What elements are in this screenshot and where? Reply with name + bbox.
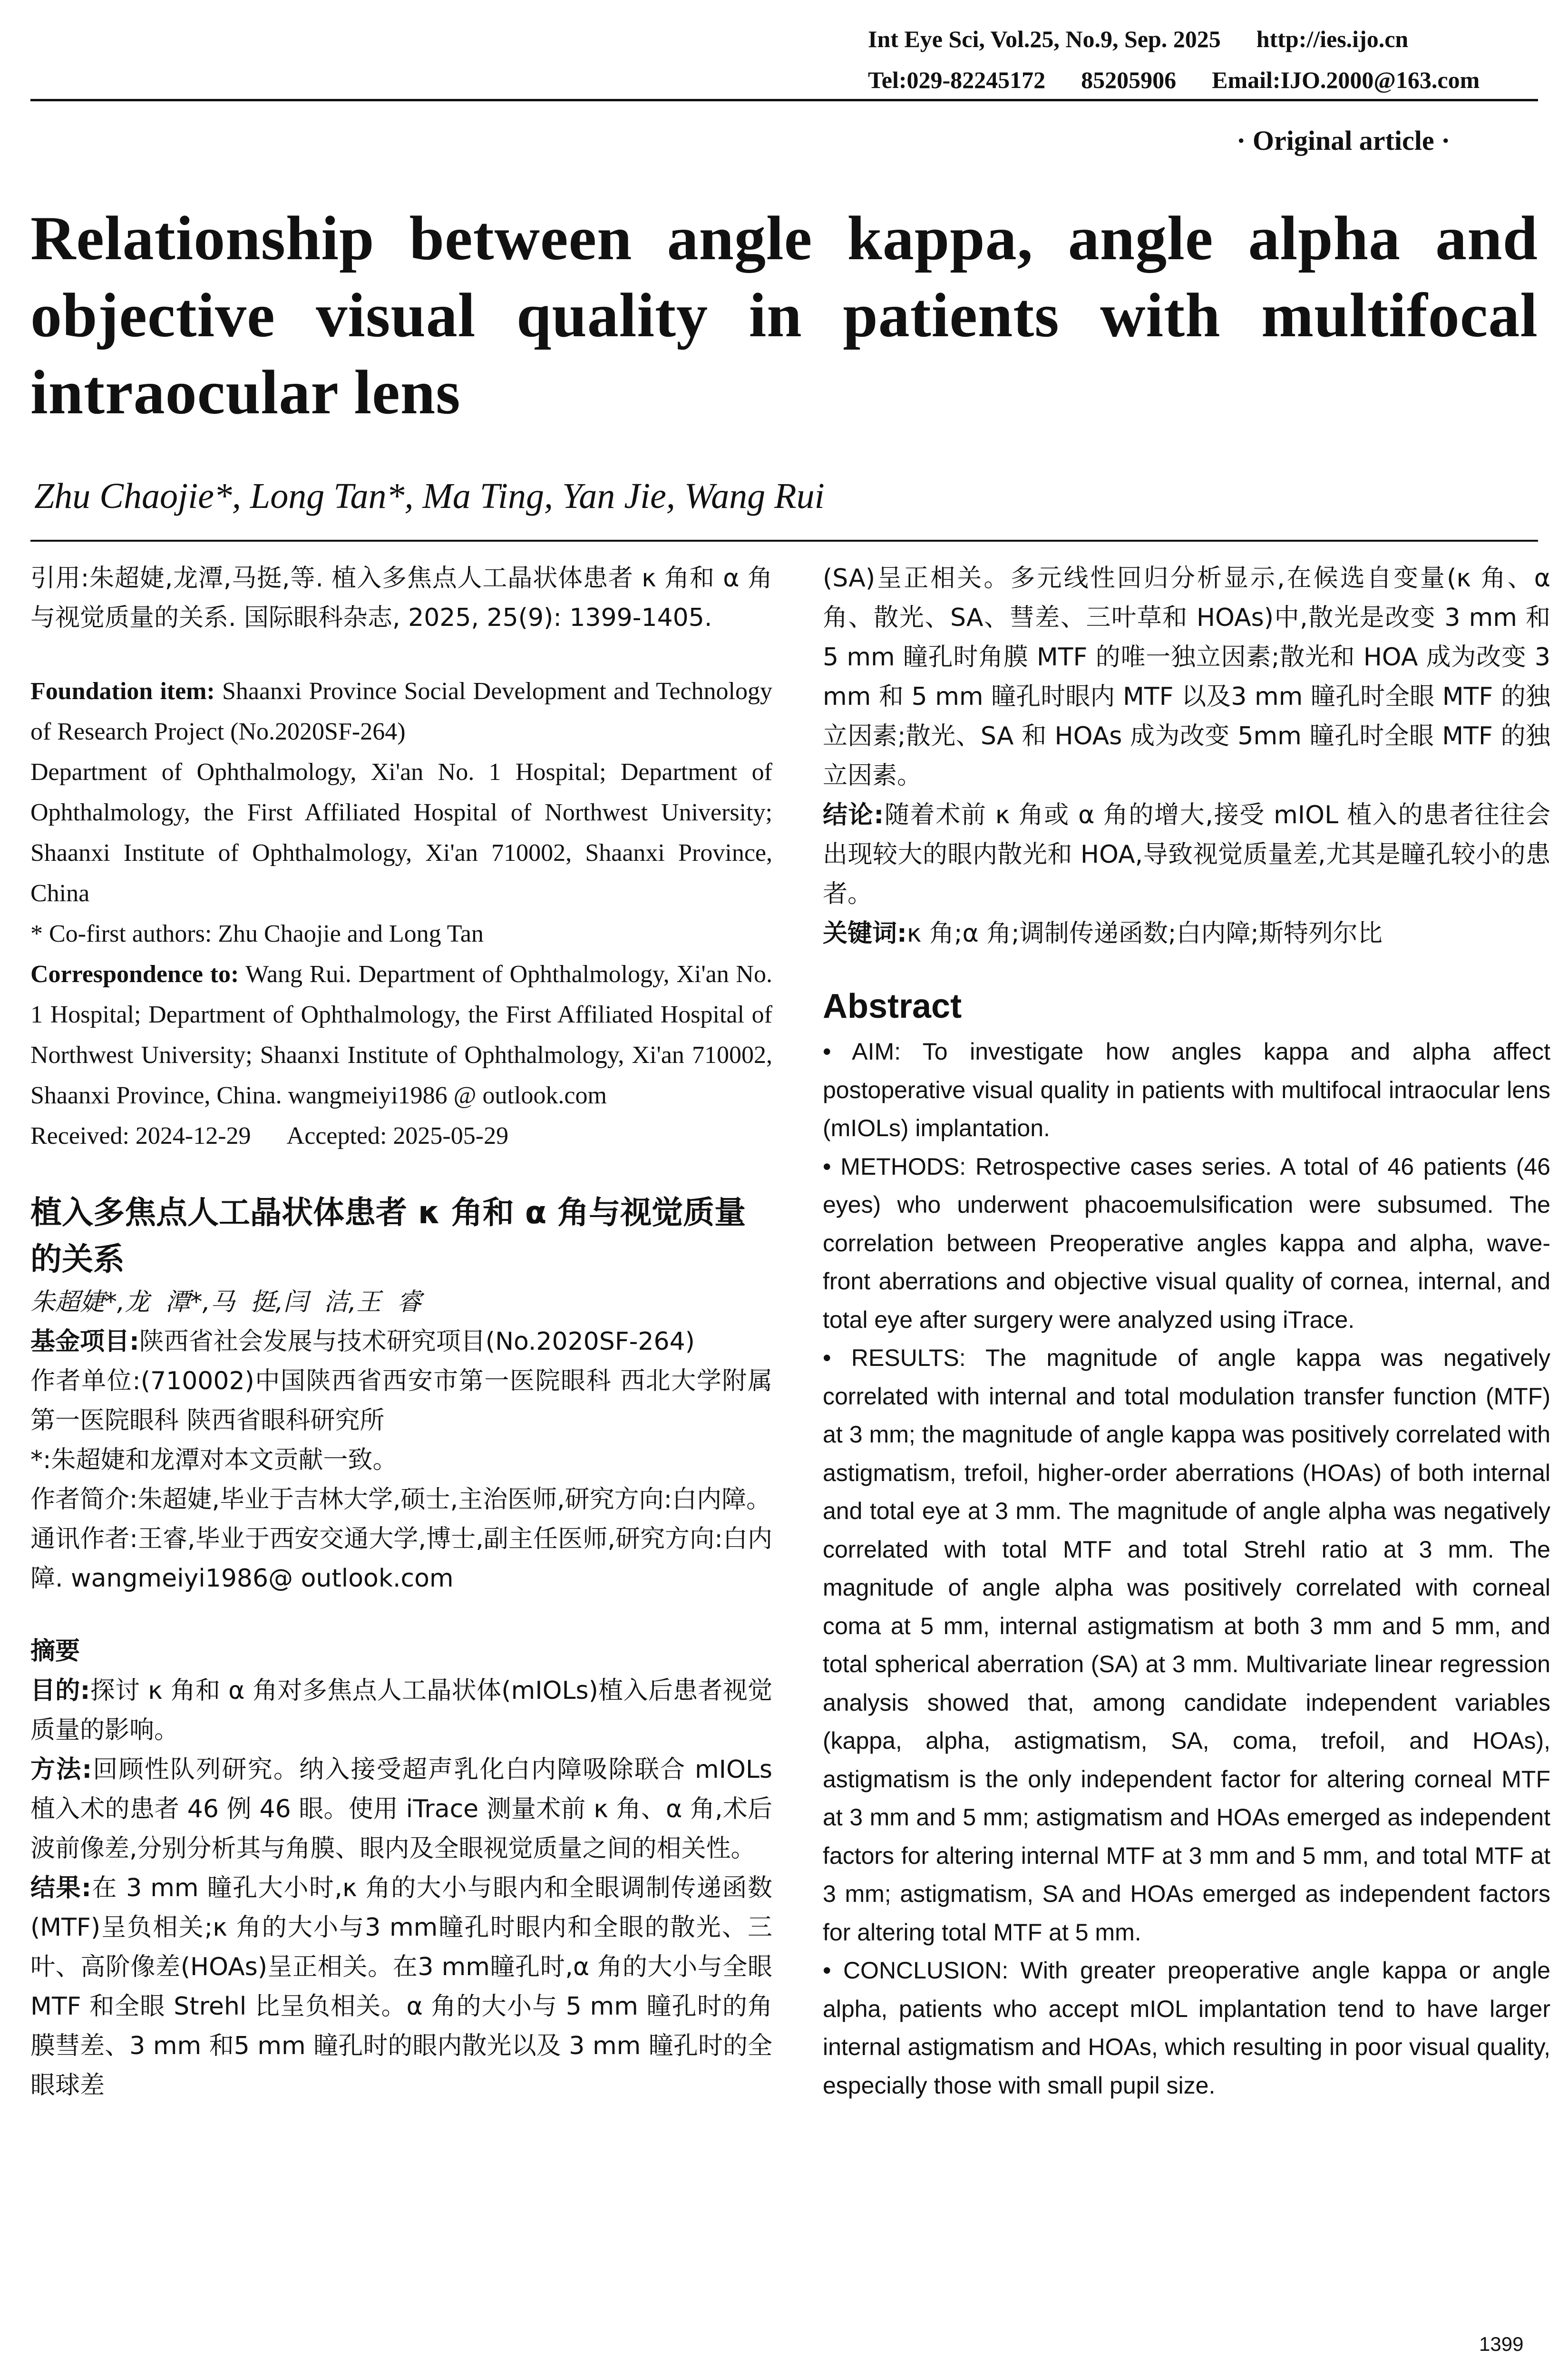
zh-fund-label: 基金项目: xyxy=(30,1327,139,1356)
left-column xyxy=(30,559,772,2105)
foundation-item xyxy=(30,671,772,752)
zh-fund xyxy=(30,1322,772,1362)
zh-results-text: 在 3 mm 瞳孔大小时,κ 角的大小与眼内和全眼调制传递函数(MTF)呈负相关;κ 角的大小与3 mm瞳孔时眼内和全眼的散光、三叶、高阶像差(HOAs)呈正相关。在3 mm瞳孔时,α 角的大小与全眼 MTF 和全眼 Strehl 比呈负相关。α 角的大小与 5 mm 瞳孔时的角膜彗差、3 mm 和5 mm 瞳孔时的眼内散光以及 3 mm 瞳孔时的全眼球差 xyxy=(30,1874,773,2100)
zh-aim xyxy=(30,1671,772,1750)
zh-cofirst: *:朱超婕和龙潭对本文贡献一致。 xyxy=(30,1446,398,1474)
article-type: · Original article · xyxy=(1237,125,1451,156)
abstract-conclusion: • CONCLUSION: With greater preoperative angle kappa or angle alpha, patients who accept mIOL implantation tend to have larger internal astigmatism and HOAs, which resulting in poor visual quality, especially those with small pupil size. xyxy=(823,1957,1550,2099)
correspondence-label: Correspondence to: xyxy=(30,961,239,988)
foundation-text: Shaanxi Province Social Development and Technology of Research Project (No.2020SF-264) xyxy=(30,678,772,745)
abstract-results: • RESULTS: The magnitude of angle kappa was negatively correlated with internal and total modulation transfer function (MTF) at 3 mm; the magnitude of angle kappa was positively correlated with astigmatism, trefoil, higher-order aberrations (HOAs) of both internal and total eye at 3 mm. The magnitude of angle alpha was negatively correlated with total MTF and total Strehl ratio at 3 mm. The magnitude of angle alpha was positively correlated with corneal coma at 5 mm, internal astigmatism at both 3 mm and 5 mm, and total spherical aberration (SA) at 3 mm. Multivariate linear regression analysis showed that, among candidate independent variables (kappa, alpha, astigmatism, SA, coma, trefoil, and HOAs), astigmatism is the only independent factor for altering corneal MTF at 3 mm and 5 mm; astigmatism and HOAs emerged as independent factors for altering internal MTF at 3 mm and 5 mm, and total MTF at 3 mm; astigmatism, SA and HOAs emerged as independent factors for altering total MTF at 5 mm. xyxy=(823,1344,1550,1946)
zh-keywords-text: κ 角;α 角;调制传递函数;白内障;斯特列尔比 xyxy=(906,919,1383,948)
header-rule xyxy=(30,99,1538,101)
zh-methods xyxy=(30,1750,772,1869)
page-number: 1399 xyxy=(1479,2333,1524,2355)
right-column xyxy=(823,559,1550,2104)
zh-title: 植入多焦点人工晶状体患者 κ 角和 α 角与视觉质量的关系 xyxy=(30,1194,746,1277)
zh-conclusion xyxy=(823,796,1550,914)
title-rule xyxy=(30,540,1538,542)
author-list: Zhu Chaojie*, Long Tan*, Ma Ting, Yan Jie, Wang Rui xyxy=(34,476,825,516)
journal-header-line1: Int Eye Sci, Vol.25, No.9, Sep. 2025 http://ies.ijo.cn xyxy=(868,26,1409,52)
affiliation-en: Department of Ophthalmology, Xi'an No. 1 Hospital; Department of Ophthalmology, the First Affiliated Hospital of Northwest University; Shaanxi Institute of Ophthalmology, Xi'an 710002, Shaanxi Province, China xyxy=(30,759,772,907)
dates: Received: 2024-12-29 Accepted: 2025-05-29 xyxy=(30,1122,509,1150)
foundation-label: Foundation item: xyxy=(30,678,215,705)
zh-conclusion-text: 随着术前 κ 角或 α 角的增大,接受 mIOL 植入的患者往往会出现较大的眼内散光和 HOA,导致视觉质量差,尤其是瞳孔较小的患者。 xyxy=(823,801,1550,908)
citation: 引用:朱超婕,龙潭,马挺,等. 植入多焦点人工晶状体患者 κ 角和 α 角与视觉质量的关系. 国际眼科杂志, 2025, 25(9): 1399-1405. xyxy=(30,564,772,632)
zh-keywords xyxy=(823,914,1550,954)
abstract-methods: • METHODS: Retrospective cases series. A total of 46 patients (46 eyes) who underwent phacoemulsification were subsumed. The correlation between Preoperative angles kappa and alpha, wave-front aberrations and objective visual quality of cornea, internal, and total eye after surgery were analyzed using iTrace. xyxy=(823,1153,1550,1333)
correspondence xyxy=(30,954,772,1116)
zh-aim-text: 探讨 κ 角和 α 角对多焦点人工晶状体(mIOLs)植入后患者视觉质量的影响。 xyxy=(30,1676,773,1744)
article-title: Relationship between angle kappa, angle alpha and objective visual quality in patients with multifocal intraocular lens xyxy=(30,203,1538,427)
zh-methods-label: 方法: xyxy=(30,1755,92,1784)
zh-authors: 朱超婕*,龙 潭*,马 挺,闫 洁,王 睿 xyxy=(30,1288,422,1316)
zh-results-label: 结果: xyxy=(30,1874,91,1902)
zh-fund-text: 陕西省社会发展与技术研究项目(No.2020SF-264) xyxy=(139,1327,695,1356)
abstract-aim: • AIM: To investigate how angles kappa and alpha affect postoperative visual quality in patients with multifocal intraocular lens (mIOLs) implantation. xyxy=(823,1038,1550,1141)
abstract-heading: Abstract xyxy=(823,987,962,1025)
zh-results-continued: (SA)呈正相关。多元线性回归分析显示,在候选自变量(κ 角、α 角、散光、SA、彗差、三叶草和 HOAs)中,散光是改变 3 mm 和 5 mm 瞳孔时角膜 MTF 的唯一独立因素;散光和 HOA 成为改变 3 mm 和 5 mm 瞳孔时眼内 MTF 以及3 mm 瞳孔时全眼 MTF 的独立因素;散光、SA 和 HOAs 成为改变 5mm 瞳孔时全眼 MTF 的独立因素。 xyxy=(823,564,1550,790)
zh-methods-text: 回顾性队列研究。纳入接受超声乳化白内障吸除联合 mIOLs 植入术的患者 46 例 46 眼。使用 iTrace 测量术前 κ 角、α 角,术后波前像差,分别分析其与角膜、眼内及全眼视觉质量之间的相关性。 xyxy=(30,1755,772,1863)
co-first-note: * Co-first authors: Zhu Chaojie and Long Tan xyxy=(30,920,484,947)
zh-conclusion-label: 结论: xyxy=(823,801,884,829)
journal-header-line2: Tel:029-82245172 85205906 Email:IJO.2000@163.com xyxy=(868,67,1480,93)
zh-results xyxy=(30,1869,772,2105)
zh-keywords-label: 关键词: xyxy=(823,919,907,948)
zh-bio: 作者简介:朱超婕,毕业于吉林大学,硕士,主治医师,研究方向:白内障。 xyxy=(30,1485,771,1514)
zh-summary-heading: 摘要 xyxy=(30,1637,80,1666)
correspondence-text: Wang Rui. Department of Ophthalmology, Xi'an No. 1 Hospital; Department of Ophthalmology, the First Affiliated Hospital of Northwest University; Shaanxi Institute of Ophthalmology, Xi'an 710002, Shaanxi Province, China. wangmeiyi1986 @ outlook.com xyxy=(30,961,772,1109)
zh-correspondence: 通讯作者:王睿,毕业于西安交通大学,博士,副主任医师,研究方向:白内障. wangmeiyi1986@ outlook.com xyxy=(30,1525,772,1593)
zh-unit: 作者单位:(710002)中国陕西省西安市第一医院眼科 西北大学附属第一医院眼科 陕西省眼科研究所 xyxy=(30,1367,772,1435)
zh-aim-label: 目的: xyxy=(30,1676,90,1705)
